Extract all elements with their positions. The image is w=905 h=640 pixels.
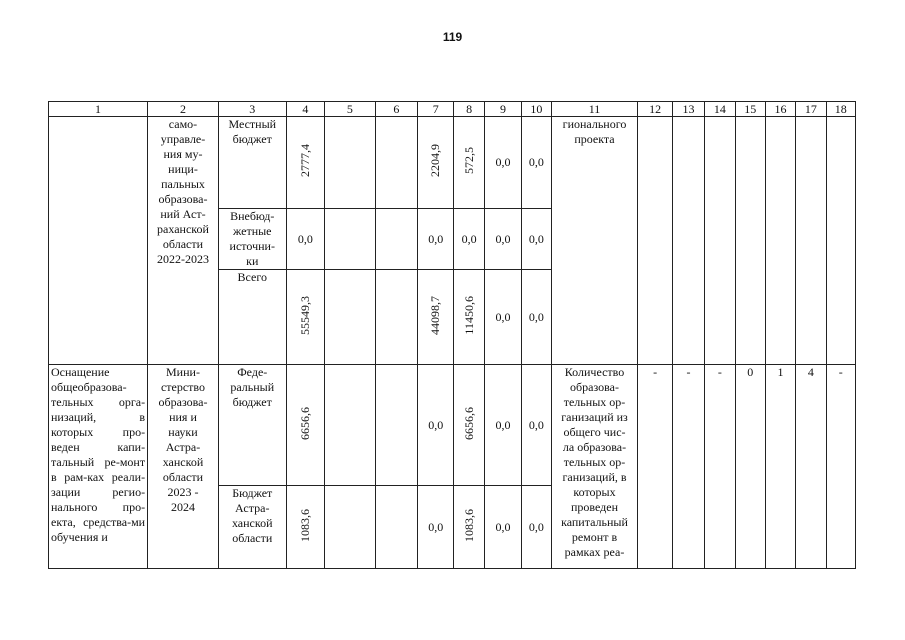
empty-cell [375,209,417,270]
amount-col9: 0,0 [484,209,521,270]
col-header: 17 [796,102,826,117]
indicator-cell: Количество образова- тельных ор- ганизаций из общего чис- ла образова- тельных ор- ганизаций, в которых проведен капитальный ремонт в рамках реа- [551,365,638,569]
amount-col7: 0,0 [418,486,454,569]
column-number-row [49,102,856,117]
value-col17: 4 [796,365,826,569]
empty-cell [796,117,826,365]
empty-cell [705,117,735,365]
col-header: 18 [826,102,855,117]
amount-col8: 11450,6 [454,270,484,365]
empty-cell [375,486,417,569]
amount-col7: 0,0 [418,365,454,486]
budget-table [48,101,856,569]
amount-col7: 0,0 [418,209,454,270]
value-col14: - [705,365,735,569]
table-row [49,117,856,209]
col-header: 12 [638,102,672,117]
empty-cell [672,117,704,365]
activity-cell [49,117,148,365]
amount-col7: 2204,9 [418,117,454,209]
col-header: 1 [49,102,148,117]
col-header: 14 [705,102,735,117]
amount-col10: 0,0 [522,270,551,365]
value-col18: - [826,365,855,569]
amount-total: 55549,3 [286,270,324,365]
empty-cell [638,117,672,365]
funding-source: Всего [218,270,286,365]
amount-col9: 0,0 [484,270,521,365]
amount-col8: 6656,6 [454,365,484,486]
amount-total: 0,0 [286,209,324,270]
empty-cell [325,209,376,270]
amount-col9: 0,0 [484,117,521,209]
col-header: 9 [484,102,521,117]
col-header: 5 [325,102,376,117]
col-header: 11 [551,102,638,117]
amount-col10: 0,0 [522,486,551,569]
empty-cell [735,117,765,365]
value-col13: - [672,365,704,569]
funding-source: Местный бюджет [218,117,286,209]
value-col16: 1 [765,365,795,569]
empty-cell [826,117,855,365]
empty-cell [375,117,417,209]
col-header: 4 [286,102,324,117]
col-header: 8 [454,102,484,117]
funding-source: Бюджет Астра- ханской области [218,486,286,569]
amount-col8: 1083,6 [454,486,484,569]
empty-cell [375,365,417,486]
executor-cell: само- управле- ния му- ници- пальных образова- ний Аст- раханской области 2022-2023 [148,117,219,365]
empty-cell [325,117,376,209]
indicator-cell: гионального проекта [551,117,638,365]
amount-total: 1083,6 [286,486,324,569]
table-row [49,365,856,486]
empty-cell [765,117,795,365]
col-header: 3 [218,102,286,117]
activity-cell: Оснащение общеобразова-тельных орга-низаций, в которых про-веден капи-тальный ре-монт в рам-ках реали-зации регио-нального про-екта, средства-ми обучения и [49,365,148,569]
amount-total: 2777,4 [286,117,324,209]
amount-col7: 44098,7 [418,270,454,365]
amount-col10: 0,0 [522,209,551,270]
amount-total: 6656,6 [286,365,324,486]
empty-cell [375,270,417,365]
amount-col9: 0,0 [484,365,521,486]
col-header: 16 [765,102,795,117]
col-header: 7 [418,102,454,117]
funding-source: Внебюд- жетные источни- ки [218,209,286,270]
amount-col8: 0,0 [454,209,484,270]
col-header: 10 [522,102,551,117]
amount-col10: 0,0 [522,365,551,486]
funding-source: Феде- ральный бюджет [218,365,286,486]
col-header: 15 [735,102,765,117]
col-header: 6 [375,102,417,117]
col-header: 13 [672,102,704,117]
empty-cell [325,365,376,486]
amount-col8: 572,5 [454,117,484,209]
col-header: 2 [148,102,219,117]
value-col15: 0 [735,365,765,569]
amount-col10: 0,0 [522,117,551,209]
amount-col9: 0,0 [484,486,521,569]
page-number: 119 [442,30,463,44]
value-col12: - [638,365,672,569]
empty-cell [325,270,376,365]
empty-cell [325,486,376,569]
executor-cell: Мини- стерство образова- ния и науки Астра- ханской области 2023 - 2024 [148,365,219,569]
